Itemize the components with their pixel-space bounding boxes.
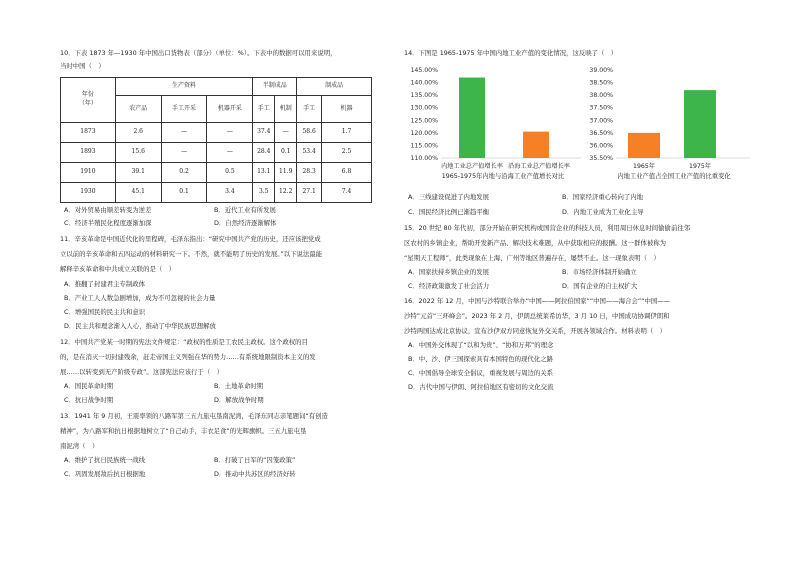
sub-header: 手工开采 bbox=[161, 96, 207, 123]
y-tick-label: 38.50% bbox=[589, 79, 613, 87]
x-category-label: 内地工业总产值增长率 bbox=[441, 163, 503, 170]
q15-stem-line1: 15．20 世纪 80 年代初，部分开始在研究机构或国营企业的科技人员，利用周日休息时间偷偷前往邻 bbox=[404, 224, 691, 232]
q16-stem-line2: 沙特”元首“三环峰会”。2023 年 2 月，伊朗总统莱希访华，3 月 10 日，中国成功协调伊朗和 bbox=[404, 312, 670, 320]
sub-header: 农产品 bbox=[115, 96, 161, 123]
table-cell: 0.2 bbox=[161, 163, 207, 183]
table-cell: 1930 bbox=[61, 183, 116, 203]
q10-option-a[interactable]: A．对外贸易由顺差转变为逆差 bbox=[64, 206, 152, 214]
q15-option-a[interactable]: A．国家扶持乡镇企业的发展 bbox=[408, 268, 490, 276]
q12-stem-line3: 展……以转变到无产阶级专政”。这部宪法应该行于（ ） bbox=[60, 368, 224, 376]
q11-stem-line2: 立以前的辛亥革命和五四运动的材料研究一下。不然，就不能明了历史的发展。”以下说法最能 bbox=[60, 250, 323, 258]
table-cell: 37.4 bbox=[253, 123, 275, 143]
q10-option-d[interactable]: D．自然经济逐渐解体 bbox=[214, 219, 277, 227]
table-cell: — bbox=[207, 143, 253, 163]
q12-option-b[interactable]: B．土地革命时期 bbox=[214, 382, 264, 390]
y-tick-label: 110.00% bbox=[410, 155, 438, 162]
q10-option-b[interactable]: B．近代工业有所发展 bbox=[214, 206, 276, 214]
q11-option-b[interactable]: B．产业工人人数急剧增加，成为不可忽视的社会力量 bbox=[64, 294, 216, 302]
q16-option-d[interactable]: D．古代中国与伊朗、阿拉伯地区有密切的文化交流 bbox=[408, 383, 554, 391]
table-cell: 15.6 bbox=[115, 143, 161, 163]
chart-title: 内地工业产值占全国工业产值的比重变化 bbox=[617, 173, 731, 180]
q11-option-c[interactable]: C．增强国民的民主共和意识 bbox=[64, 308, 146, 316]
q14-option-c[interactable]: C．国民经济比例已渐趋平衡 bbox=[408, 208, 490, 216]
q10-stem-line1: 10．下表 1873 年—1930 年中国出口货物表（部分）（单位：%）。下表中的数据可以用来说明， bbox=[60, 49, 337, 57]
table-cell: 13.1 bbox=[253, 163, 275, 183]
q16-stem-line1: 16．2022 年 12 月，中国与沙特联合举办“中国——阿拉伯国家”“中国——海合会”“中国—— bbox=[404, 297, 671, 305]
table-cell: — bbox=[161, 123, 207, 143]
table-cell: 1.7 bbox=[322, 123, 372, 143]
q11-stem-line3: 解释辛亥革命和中共成立关联的是（ ） bbox=[60, 265, 176, 273]
table-cell: 28.4 bbox=[253, 143, 275, 163]
y-tick-label: 125.00% bbox=[410, 117, 438, 125]
q13-option-a[interactable]: A．维护了抗日民族统一战线 bbox=[64, 456, 146, 464]
group-header-finished: 制成品 bbox=[297, 78, 372, 96]
y-tick-label: 38.00% bbox=[589, 92, 613, 100]
table-cell: — bbox=[275, 123, 297, 143]
q12-option-a[interactable]: A．国民革命时期 bbox=[64, 382, 114, 390]
table-cell: 45.1 bbox=[115, 183, 161, 203]
sub-header: 机器开采 bbox=[207, 96, 253, 123]
chart-bar bbox=[459, 78, 485, 158]
q13-option-b[interactable]: B．打破了日军的“囚笼政策” bbox=[214, 456, 296, 464]
table-cell: 11.9 bbox=[275, 163, 297, 183]
y-tick-label: 130.00% bbox=[410, 104, 438, 112]
q16-stem-line3: 沙特两国达成北京协议，宣布沙伊双方同意恢复外交关系，开展各领域合作。材料表明（ ） bbox=[404, 327, 667, 335]
table-row bbox=[61, 123, 372, 143]
q14-stem: 14．下图是 1965-1975 年中国内地工业产值的变化情况，这反映了（ ） bbox=[404, 49, 618, 57]
sub-header: 手工 bbox=[297, 96, 322, 123]
chart-interior-vs-coastal-growth bbox=[405, 64, 590, 184]
q14-option-d[interactable]: D．内地工业成为工业化主导 bbox=[562, 208, 644, 216]
q12-stem-line1: 12．中国共产党某一时期的宪法文件规定：“政权的性质是工农民主政权。这个政权的目 bbox=[60, 338, 308, 346]
q16-option-c[interactable]: C．中国倡导全球安全倡议，重视发展与周边的关系 bbox=[408, 369, 554, 377]
q10-stem-line2: 当时中国（ ） bbox=[60, 62, 105, 70]
table-cell: 0.1 bbox=[275, 143, 297, 163]
sub-header: 手工 bbox=[253, 96, 275, 123]
table-cell: 1893 bbox=[61, 143, 116, 163]
year-header-cell bbox=[61, 78, 116, 123]
y-tick-label: 145.00% bbox=[410, 67, 438, 74]
group-header-production: 生产资料 bbox=[115, 78, 252, 96]
q10-export-table bbox=[60, 77, 372, 203]
year-header-unit: （年） bbox=[78, 100, 97, 107]
table-cell: 0.1 bbox=[161, 183, 207, 203]
table-row bbox=[61, 163, 372, 183]
y-tick-label: 120.00% bbox=[410, 129, 438, 137]
table-row bbox=[61, 183, 372, 203]
y-tick-label: 37.00% bbox=[589, 117, 613, 125]
chart-interior-share bbox=[582, 64, 757, 184]
x-category-label: 1975年 bbox=[689, 163, 711, 170]
q13-stem-line3: 南泥湾（ ） bbox=[60, 442, 99, 450]
table-cell: 7.4 bbox=[322, 183, 372, 203]
q12-stem-line2: 的，是在消灭一切封建残余，赶走帝国主义列强在华的势力……有系统地限制资本主义的发 bbox=[60, 353, 316, 361]
table-cell: 6.8 bbox=[322, 163, 372, 183]
table-cell: — bbox=[207, 123, 253, 143]
table-cell: 12.2 bbox=[275, 183, 297, 203]
q15-stem-line3: “星期天工程师”，此类现象在上海、广州等地区普遍存在，屡禁不止。这一现象表明（ ） bbox=[404, 254, 660, 262]
x-category-label: 1965年 bbox=[633, 163, 655, 170]
table-cell: 1910 bbox=[61, 163, 116, 183]
group-header-semi: 半制成品 bbox=[253, 78, 297, 96]
table-row bbox=[61, 143, 372, 163]
q14-option-a[interactable]: A．三线建设促进了内地发展 bbox=[408, 193, 490, 201]
q13-option-c[interactable]: C．巩固发展敌后抗日根据地 bbox=[64, 470, 146, 478]
q14-option-b[interactable]: B．国家经济重心转向了内地 bbox=[562, 193, 644, 201]
table-cell: 3.4 bbox=[207, 183, 253, 203]
y-tick-label: 36.00% bbox=[589, 142, 613, 150]
q15-stem-line2: 区农村的乡镇企业，帮助开发新产品、解决技术难题，从中获取相应的报酬。这一群体被称为 bbox=[404, 239, 667, 247]
q13-stem-line2: 精神”，为八路军和抗日根据地树立了“自己动手，丰衣足食”的光辉旗帜。三五九旅屯垦 bbox=[60, 427, 307, 435]
table-cell: 58.6 bbox=[297, 123, 322, 143]
chart-bar bbox=[628, 133, 660, 158]
q16-option-b[interactable]: B．中、沙、伊三国探索具有本国特色的现代化之路 bbox=[408, 355, 553, 363]
q11-option-d[interactable]: D．民主共和理念渐入人心，推动了中华民族思想解放 bbox=[64, 322, 216, 330]
y-tick-label: 35.50% bbox=[589, 155, 613, 162]
table-cell: 53.4 bbox=[297, 143, 322, 163]
q13-option-d[interactable]: D．推动中共苏区的经济好转 bbox=[214, 470, 296, 478]
chart-bar bbox=[684, 90, 716, 158]
year-header-label: 年份 bbox=[81, 91, 94, 99]
chart-bar bbox=[523, 132, 549, 158]
table-cell: — bbox=[161, 143, 207, 163]
table-cell: 27.1 bbox=[297, 183, 322, 203]
table-cell: 2.5 bbox=[322, 143, 372, 163]
table-cell: 39.1 bbox=[115, 163, 161, 183]
table-cell: 0.5 bbox=[207, 163, 253, 183]
sub-header: 机制 bbox=[275, 96, 297, 123]
y-tick-label: 115.00% bbox=[410, 142, 438, 150]
chart-title: 1965-1975年内地与沿海工业产值增长对比 bbox=[441, 173, 565, 180]
q12-option-c[interactable]: C．抗日战争时期 bbox=[64, 396, 114, 404]
table-cell: 28.3 bbox=[297, 163, 322, 183]
y-tick-label: 39.00% bbox=[589, 67, 613, 74]
q15-option-b[interactable]: B．市场经济体制开始确立 bbox=[562, 268, 637, 276]
sub-header: 机器 bbox=[322, 96, 372, 123]
x-category-label: 沿海工业总产值增长率 bbox=[508, 163, 570, 170]
q12-option-d[interactable]: D．解放战争时期 bbox=[214, 396, 264, 404]
table-cell: 1873 bbox=[61, 123, 116, 143]
q15-option-d[interactable]: D．国有企业的自主权扩大 bbox=[562, 282, 638, 290]
q10-option-c[interactable]: C．经济半殖民化程度逐渐加深 bbox=[64, 219, 152, 227]
y-tick-label: 140.00% bbox=[410, 79, 438, 87]
table-cell: 3.5 bbox=[253, 183, 275, 203]
y-tick-label: 135.00% bbox=[410, 92, 438, 100]
y-tick-label: 36.50% bbox=[589, 129, 613, 137]
q11-stem-line1: 11．辛亥革命是中国近代化的里程碑，毛泽东指出：“研究中国共产党的历史，还应该把党成 bbox=[60, 235, 321, 243]
q16-option-a[interactable]: A．中国外交体现了“以和为贵”、“协和万邦”的理念 bbox=[408, 341, 554, 349]
q13-stem-line1: 13．1941 年 9 月初，王震率领的八路军第三五九旅屯垦南泥湾，毛泽东同志亲笔题词“有创造 bbox=[60, 412, 328, 420]
q11-option-a[interactable]: A．推翻了封建君主专制政体 bbox=[64, 280, 146, 288]
q15-option-c[interactable]: C．经济政策激发了社会活力 bbox=[408, 282, 490, 290]
y-tick-label: 37.50% bbox=[589, 104, 613, 112]
table-cell: 2.6 bbox=[115, 123, 161, 143]
